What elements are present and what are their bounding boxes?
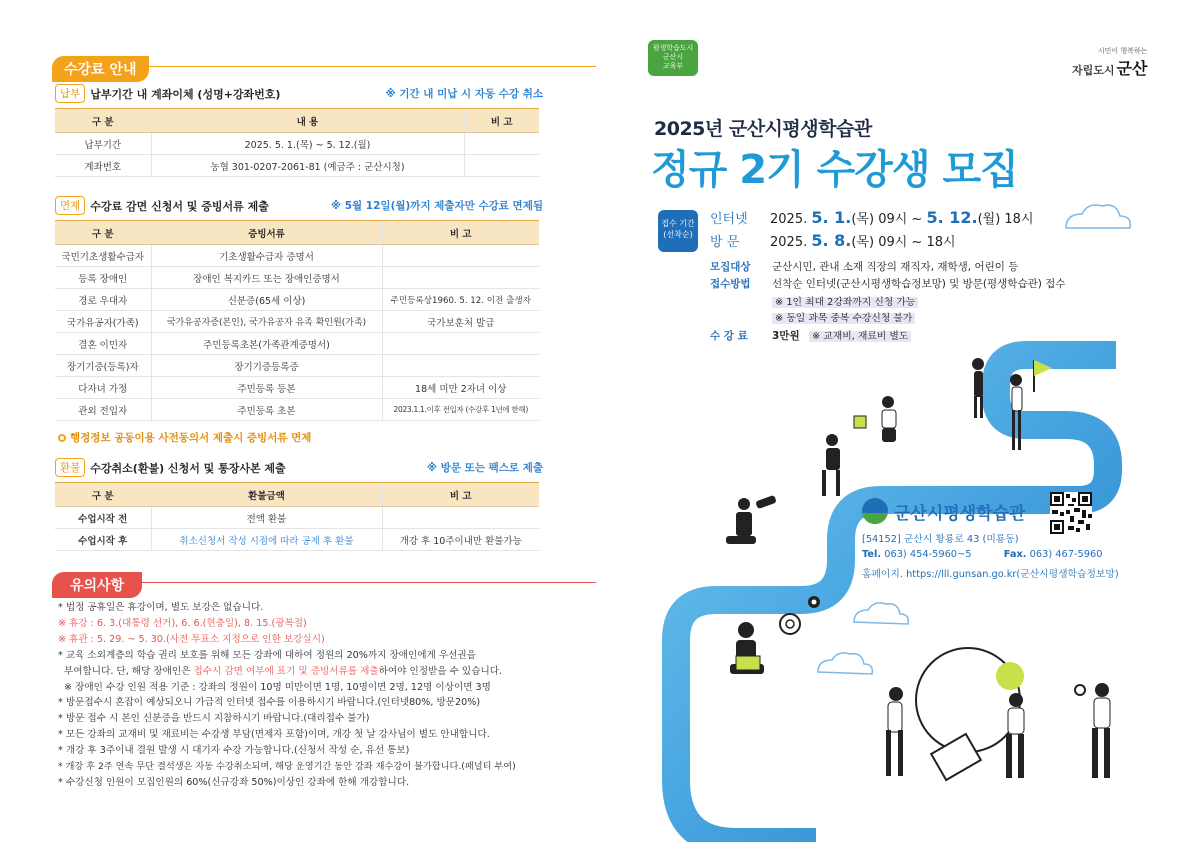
table-row	[55, 377, 539, 399]
table-cell: 장기기증등록증	[151, 355, 382, 377]
internet-period: 인터넷 2025. 5. 1.(목) 09시 ~ 5. 12.(월) 18시	[710, 208, 1034, 227]
column-header: 비 고	[382, 221, 539, 245]
refund-subheader	[55, 458, 543, 477]
table-row	[55, 399, 539, 421]
table-cell: 주민등록 등본	[151, 377, 382, 399]
exemption-table	[55, 220, 539, 421]
notice-item: * 법정 공휴일은 휴강이며, 별도 보강은 없습니다.	[58, 602, 264, 613]
table-cell: 18세 미만 2자녀 이상	[382, 377, 539, 399]
column-header: 환불금액	[151, 483, 382, 507]
gunsan-city-logo: 시민이 행복하는 자립도시 군산	[1072, 47, 1148, 78]
notice-item: ※ 휴관 : 5. 29. ~ 5. 30.(사전 투표소 지정으로 인한 보강실시)	[58, 633, 325, 645]
table-cell: 등록 장애인	[55, 267, 151, 289]
table-cell: 계좌번호	[55, 155, 151, 177]
footnote-text: 행정정보 공동이용 사전동의서 제출시 증빙서류 면제	[70, 432, 312, 444]
column-header: 증빙서류	[151, 221, 382, 245]
table-row	[55, 311, 539, 333]
table-cell	[382, 333, 539, 355]
table-cell: 2023.1.1.이후 전입자 (수강후 1년에 한해)	[382, 399, 539, 421]
table-cell	[382, 245, 539, 267]
fee-section-title: 수강료 안내	[52, 56, 149, 82]
payment-table	[55, 108, 539, 177]
address: [54152] 군산시 황룡로 43 (미룡동)	[862, 534, 1019, 545]
notice-item: ※ 장애인 수강 인원 적용 기준 : 강좌의 정원이 10명 미만이면 1명, 10명이면 2명, 12명 이상이면 3명	[64, 681, 491, 693]
table-cell: 주민등록상1960. 5. 12. 이전 출생자	[382, 289, 539, 311]
refund-title: 수강취소(환불) 신청서 및 통장사본 제출	[90, 461, 286, 475]
notice-item: * 방문접수시 혼잡이 예상되오니 가급적 인터넷 접수를 이용하시기 바랍니다.(인터넷80%, 방문20%)	[58, 697, 481, 709]
notice-item: * 교육 소외계층의 학습 권리 보호를 위해 모든 강좌에 대하여 정원의 20%까지 장애인에게 우선권을	[58, 649, 476, 661]
target-row: 모집대상 군산시민, 관내 소재 직장의 재직자, 재학생, 어린이 등	[710, 261, 1019, 273]
table-cell: 기초생활수급자 증명서	[151, 245, 382, 267]
method-note: ※ 동일 과목 중복 수강신청 불가	[772, 310, 915, 324]
method-note: ※ 1인 최대 2강좌까지 신청 가능	[772, 294, 918, 308]
exemption-note: ※ 5월 12일(월)까지 제출자만 수강료 면제됨	[330, 200, 543, 212]
table-cell: 수업시작 전	[55, 507, 151, 529]
table-row	[55, 333, 539, 355]
exemption-footnote	[58, 430, 311, 445]
column-header: 비 고	[464, 109, 539, 133]
table-cell: 신분증(65세 이상)	[151, 289, 382, 311]
lifelong-learning-city-logo: 평생학습도시 군산시 교육부	[648, 40, 698, 76]
fee-row: 수 강 료 3만원 ※ 교재비, 재료비 별도	[710, 328, 911, 343]
notice-item: * 개강 후 2주 연속 무단 결석생은 자동 수강취소되며, 해당 운영기간 동안 강좌 재수강이 불가합니다.(패널티 부여)	[58, 761, 516, 773]
exemption-subheader	[55, 196, 543, 215]
table-cell	[464, 133, 539, 155]
notice-section-title: 유의사항	[52, 572, 142, 598]
notice-item: * 모든 강좌의 교재비 및 재료비는 수강생 부담(면제자 포함)이며, 개강 첫 날 강사님이 별도 안내합니다.	[58, 729, 490, 741]
column-header: 비 고	[382, 483, 539, 507]
table-cell: 수업시작 후	[55, 529, 151, 551]
fee-section-header	[52, 56, 149, 82]
table-cell	[382, 355, 539, 377]
contact-row: Tel. 063) 454-5960~5 Fax. 063) 467-5960	[862, 549, 1103, 560]
table-cell: 장애인 복지카드 또는 장애인증명서	[151, 267, 382, 289]
table-cell: 농협 301-0207-2061-81 (예금주 : 군산시청)	[151, 155, 464, 177]
table-cell: 전액 환불	[151, 507, 382, 529]
right-panel	[596, 0, 1191, 842]
table-cell: 장기기증(등록)자	[55, 355, 151, 377]
table-cell: 납부기간	[55, 133, 151, 155]
column-header: 구 분	[55, 221, 151, 245]
table-cell	[382, 507, 539, 529]
table-row	[55, 245, 539, 267]
table-cell: 주민등록 초본	[151, 399, 382, 421]
notice-item: * 방문 접수 시 본인 신분증을 반드시 지참하시기 바랍니다.(대리접수 불가)	[58, 713, 370, 725]
method-row: 접수방법 선착순 인터넷(군산시평생학습정보망) 및 방문(평생학습관) 접수	[710, 278, 1066, 290]
table-cell: 결혼 이민자	[55, 333, 151, 355]
table-cell	[464, 155, 539, 177]
title-main: 정규 2기 수강생 모집	[651, 147, 1018, 193]
table-cell: 국가유공자증(본인), 국가유공자 유족 확인원(가족)	[151, 311, 382, 333]
table-cell: 취소신청서 작성 시점에 따라 공제 후 환불	[151, 529, 382, 551]
table-cell: 국가보훈처 발급	[382, 311, 539, 333]
notice-item: 부여합니다. 단, 해당 장애인은 접수시 감면 여부에 표기 및 증빙서류를 제출하여야 인정받을 수 있습니다.	[64, 665, 503, 677]
table-row	[55, 267, 539, 289]
refund-table	[55, 482, 539, 551]
notice-item: ※ 휴강 : 6. 3.(대통령 선거), 6. 6.(현충일), 8. 15.(광복절)	[58, 617, 307, 629]
notice-item: * 개강 후 3주이내 결원 발생 시 대기자 수강 가능합니다.(신청서 작성 순, 유선 통보)	[58, 745, 410, 757]
table-cell: 다자녀 가정	[55, 377, 151, 399]
payment-subheader	[55, 84, 543, 103]
payment-title: 납부기간 내 계좌이체 (성명+강좌번호)	[90, 87, 281, 101]
column-header: 구 분	[55, 483, 151, 507]
refund-note: ※ 방문 또는 팩스로 제출	[426, 462, 543, 474]
table-cell: 관외 전입자	[55, 399, 151, 421]
table-cell: 2025. 5. 1.(목) ~ 5. 12.(월)	[151, 133, 464, 155]
column-header: 내 용	[151, 109, 464, 133]
circle-bullet-icon	[58, 434, 66, 442]
refund-tag: 환불	[55, 458, 85, 477]
table-row	[55, 133, 539, 155]
notice-section-header	[52, 572, 142, 598]
exemption-tag: 면제	[55, 196, 85, 215]
title-top: 2025년 군산시평생학습관	[654, 118, 872, 140]
visit-period: 방 문 2025. 5. 8.(목) 09시 ~ 18시	[710, 231, 956, 250]
table-cell: 개강 후 10주이내만 환불가능	[382, 529, 539, 551]
payment-note: ※ 기간 내 미납 시 자동 수강 취소	[385, 88, 543, 100]
notice-item: * 수강신청 인원이 모집인원의 60%(신규강좌 50%)이상인 강좌에 한해 개강합니다.	[58, 776, 410, 788]
payment-tag: 납부	[55, 84, 85, 103]
table-row	[55, 529, 539, 551]
column-header: 구 분	[55, 109, 151, 133]
gunsan-emblem-icon	[862, 498, 888, 524]
table-row	[55, 155, 539, 177]
homepage[interactable]: 홈페이지. https://lll.gunsan.go.kr(군산시평생학습정보망)	[862, 569, 1119, 580]
table-cell: 국민기초생활수급자	[55, 245, 151, 267]
notice-list	[58, 600, 578, 791]
table-cell	[382, 267, 539, 289]
table-cell: 경로 우대자	[55, 289, 151, 311]
organization-name: 군산시평생학습관	[862, 498, 1025, 524]
exemption-title: 수강료 감면 신청서 및 증빙서류 제출	[90, 199, 269, 213]
reception-badge: 접수 기간 (선착순)	[658, 210, 698, 252]
table-cell: 국가유공자(가족)	[55, 311, 151, 333]
table-row	[55, 289, 539, 311]
qr-code[interactable]	[1050, 492, 1092, 534]
table-row	[55, 355, 539, 377]
table-row	[55, 507, 539, 529]
table-cell: 주민등록초본(가족관계증명서)	[151, 333, 382, 355]
